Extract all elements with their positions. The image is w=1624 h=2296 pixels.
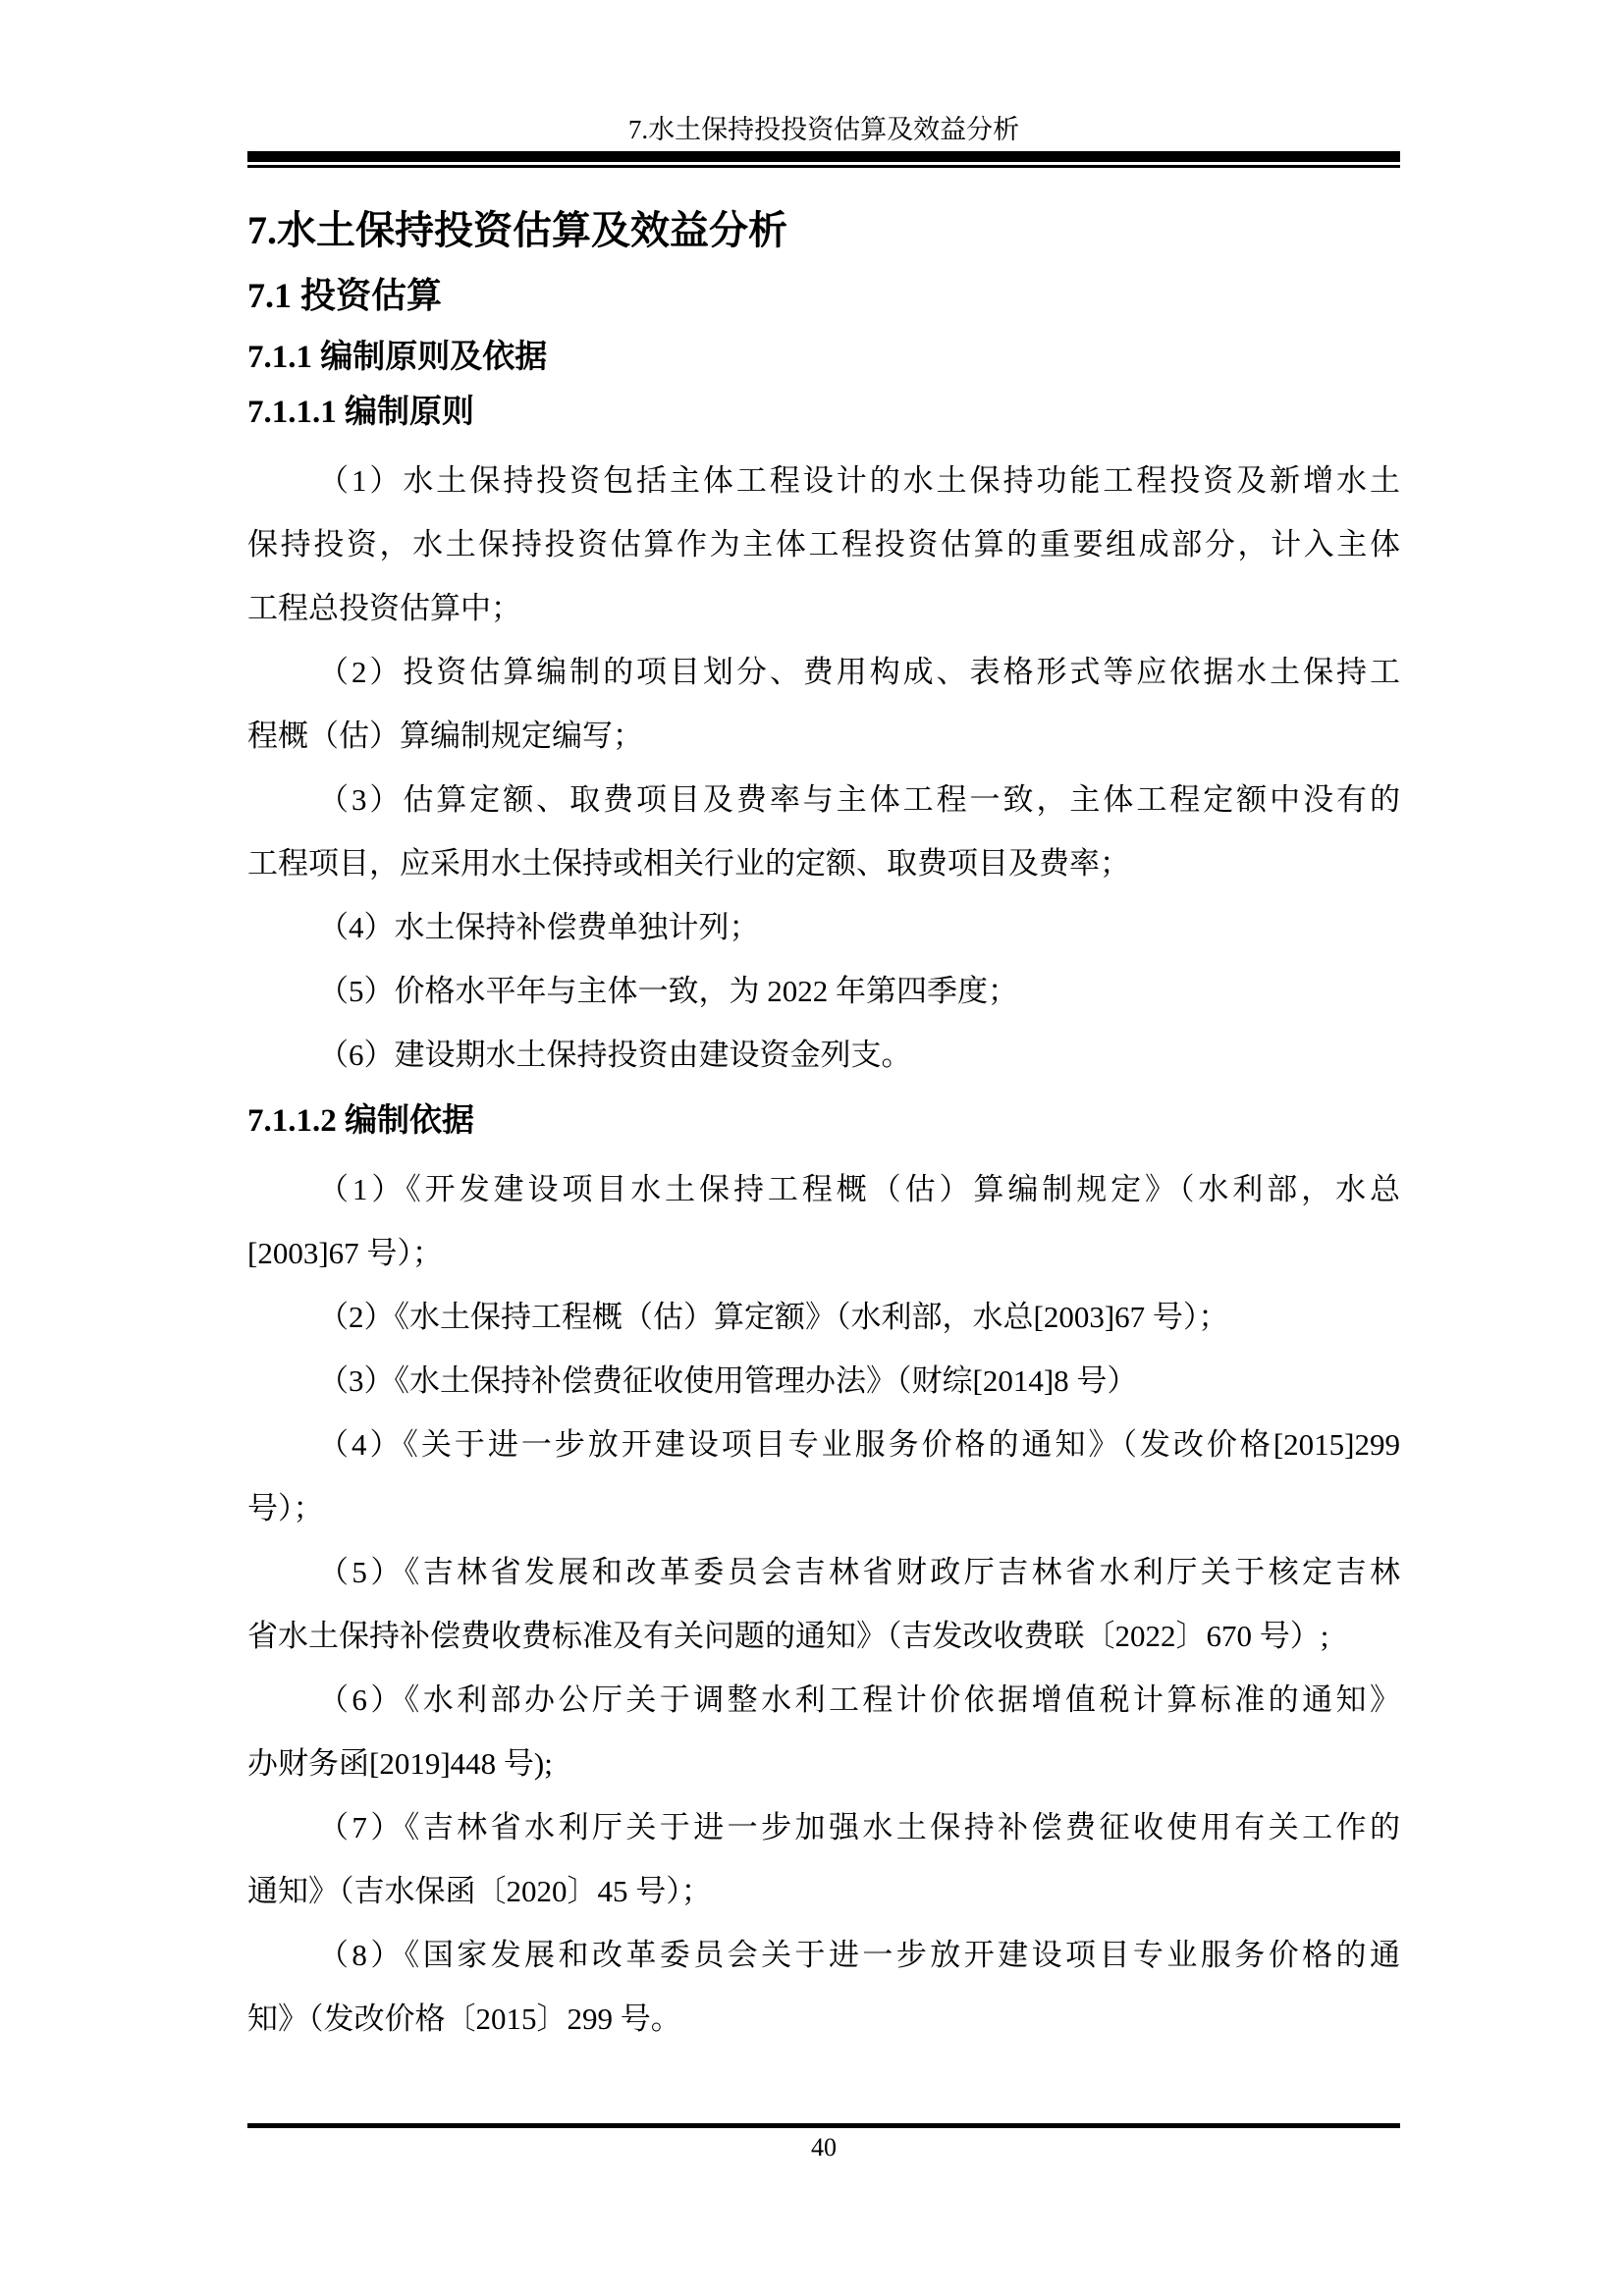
paragraph-line: （5）《吉林省发展和改革委员会吉林省财政厅吉林省水利厅关于核定吉林 — [318, 1555, 1400, 1589]
paragraph-line: 办财务函[2019]448 号); — [247, 1746, 553, 1781]
paragraph-line: （7）《吉林省水利厅关于进一步加强水土保持补偿费征收使用有关工作的 — [318, 1810, 1400, 1844]
paragraph-line: （1）水土保持投资包括主体工程设计的水土保持功能工程投资及新增水土 — [318, 463, 1400, 498]
paragraph-line: （4）《关于进一步放开建设项目专业服务价格的通知》（发改价格[2015]299 — [318, 1427, 1400, 1462]
paragraph-line: （3）估算定额、取费项目及费率与主体工程一致，主体工程定额中没有的 — [318, 782, 1400, 817]
paragraph — [247, 1795, 1400, 1923]
paragraph — [247, 768, 1400, 895]
paragraph-line: （1）《开发建设项目水土保持工程概（估）算编制规定》（水利部，水总 — [318, 1172, 1400, 1206]
paragraph — [247, 640, 1400, 768]
paragraph — [247, 1157, 1400, 1285]
paragraph-line: （5）价格水平年与主体一致，为 2022 年第四季度； — [318, 974, 1018, 1008]
paragraph-line: （4）水土保持补偿费单独计列； — [318, 910, 760, 944]
page-footer — [247, 2123, 1400, 2163]
paragraph-line: 保持投资，水土保持投资估算作为主体工程投资估算的重要组成部分，计入主体 — [247, 527, 1400, 561]
paragraph-line: 程概（估）算编制规定编写； — [247, 719, 643, 753]
paragraph-line: （6）建设期水土保持投资由建设资金列支。 — [318, 1038, 912, 1072]
paragraph — [247, 1285, 1400, 1349]
paragraph-line: 知》（发改价格〔2015〕299 号。 — [247, 2002, 681, 2036]
paragraph-line: （2）投资估算编制的项目划分、费用构成、表格形式等应依据水土保持工 — [318, 655, 1400, 689]
paragraph — [247, 1923, 1400, 2051]
paragraph-line: 省水土保持补偿费收费标准及有关问题的通知》（吉发改收费联〔2022〕670 号）; — [247, 1619, 1329, 1653]
subsection-heading: 7.1.1.1 编制原则 — [247, 395, 474, 430]
page-header — [247, 108, 1400, 168]
paragraph-line: （8）《国家发展和改革委员会关于进一步放开建设项目专业服务价格的通 — [318, 1938, 1400, 1972]
footer-rule — [247, 2123, 1400, 2128]
paragraph-line: 工程项目，应采用水土保持或相关行业的定额、取费项目及费率； — [247, 846, 1130, 881]
paragraph — [247, 1668, 1400, 1795]
running-header-title: 7.水土保持投投资估算及效益分析 — [627, 115, 1020, 144]
paragraph-line: 通知》（吉水保函〔2020〕45 号）； — [247, 1874, 712, 1908]
paragraph-line: 号）； — [247, 1491, 324, 1525]
header-rule-thin — [247, 165, 1400, 168]
paragraph — [247, 1413, 1400, 1540]
paragraph-line: 工程总投资估算中； — [247, 591, 521, 625]
paragraph — [247, 895, 1400, 959]
paragraph — [247, 1349, 1400, 1413]
chapter-title: 7.水土保持投资估算及效益分析 — [247, 208, 787, 252]
subsection-heading: 7.1.1.2 编制依据 — [247, 1103, 474, 1139]
paragraph — [247, 1540, 1400, 1668]
paragraph-line: （3）《水土保持补偿费征收使用管理办法》（财综[2014]8 号） — [318, 1363, 1138, 1398]
paragraph — [247, 1023, 1400, 1087]
paragraph-line: （2）《水土保持工程概（估）算定额》（水利部，水总[2003]67 号）； — [318, 1300, 1229, 1334]
page-number: 40 — [811, 2133, 837, 2162]
header-rule-thick — [247, 151, 1400, 162]
paragraph-line: （6）《水利部办公厅关于调整水利工程计价依据增值税计算标准的通知》 — [318, 1682, 1400, 1717]
paragraph — [247, 959, 1400, 1023]
section-title-7-1: 7.1 投资估算 — [247, 276, 443, 315]
subsection-title-7-1-1: 7.1.1 编制原则及依据 — [247, 340, 548, 375]
paragraph — [247, 449, 1400, 640]
paragraph-line: [2003]67 号）； — [247, 1236, 443, 1270]
subsections-container — [247, 392, 1400, 2051]
